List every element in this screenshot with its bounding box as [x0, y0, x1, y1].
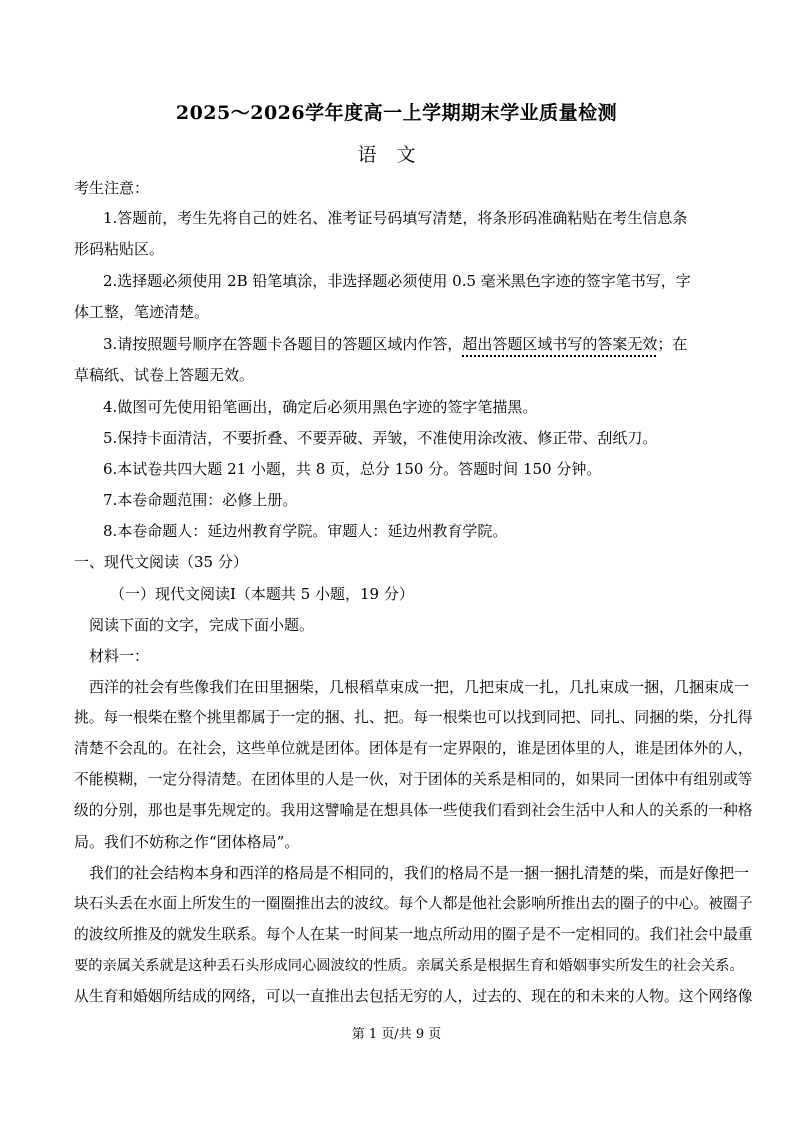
notice-item-1-cont: 形码粘贴区。 [74, 240, 165, 258]
notice-item-5: 5.保持卡面清洁，不要折叠、不要弄破、弄皱，不准使用涂改液、修正带、刮纸刀。 [103, 429, 658, 447]
notice-item-2-cont: 体工整，笔迹清楚。 [74, 303, 210, 321]
notice-item-7: 7.本卷命题范围：必修上册。 [103, 491, 298, 509]
paragraph-1-line: 局。我们不妨称之作“团体格局”。 [74, 833, 300, 851]
notice-item-3 [103, 334, 687, 354]
paragraph-1-line: 不能模糊，一定分得清楚。在团体里的人是一伙，对于团体的关系是相同的，如果同一团体中有组别或等 [74, 771, 753, 788]
notice-item-3-emphasis: 超出答题区域书写的答案无效 [462, 335, 658, 353]
paragraph-2-line: 块石头丢在水面上所发生的一圈圈推出去的波纹。每个人都是他社会影响所推出去的圈子的中心。被圈子 [74, 895, 753, 912]
notice-item-8: 8.本卷命题人：延边州教育学院。审题人：延边州教育学院。 [103, 522, 508, 540]
notice-item-3-part-c: ；在 [657, 335, 688, 353]
notice-item-3-part-a: 3.请按照题号顺序在答题卡各题目的答题区域内作答， [103, 335, 463, 353]
paragraph-2-line: 我们的社会结构本身和西洋的格局是不相同的，我们的格局不是一捆一捆扎清楚的柴，而是好像把一 [89, 864, 750, 882]
section-heading: 一、现代文阅读（35 分） [74, 553, 248, 571]
exam-title: 2025～2026学年度高一上学期期末学业质量检测 [175, 102, 618, 124]
notice-item-6: 6.本试卷共四大题 21 小题，共 8 页，总分 150 分。答题时间 150 分钟。 [103, 460, 602, 478]
notice-heading: 考生注意： [74, 179, 150, 197]
paragraph-1-line: 级的分别，那也是事先规定的。我用这譬喻是在想具体一些使我们看到社会生活中人和人的关系的一种格 [74, 802, 753, 819]
notice-item-2: 2.选择题必须使用 2B 铅笔填涂，非选择题必须使用 0.5 毫米黑色字迹的签字笔书写，字 [103, 272, 691, 290]
notice-item-3-cont: 草稿纸、试卷上答题无效。 [74, 366, 255, 384]
material-label: 材料一： [89, 647, 150, 665]
paragraph-1-line: 挑。每一根柴在整个挑里都属于一定的捆、扎、把。每一根柴也可以找到同把、同扎、同捆的柴，分扎得 [74, 709, 753, 726]
paragraph-1-line: 西洋的社会有些像我们在田里捆柴，几根稻草束成一把，几把束成一扎，几扎束成一捆，几捆束成一 [89, 678, 750, 696]
paragraph-2-line: 要的亲属关系就是这种丢石头形成同心圆波纹的性质。亲属关系是根据生育和婚姻事实所发生的社会关系。 [74, 958, 744, 974]
notice-item-4: 4.做图可先使用铅笔画出，确定后必须用黑色字迹的签字笔描黑。 [103, 398, 538, 416]
paragraph-2-line: 的波纹所推及的就发生联系。每个人在某一时间某一地点所动用的圈子是不一定相同的。我们社会中最重 [74, 926, 753, 943]
subject-heading: 语文 [357, 144, 436, 166]
paragraph-2-line: 从生育和婚姻所结成的网络，可以一直推出去包括无穷的人，过去的、现在的和未来的人物。这个网络像 [74, 988, 753, 1005]
subsection-heading: （一）现代文阅读Ⅰ（本题共 5 小题，19 分） [110, 585, 414, 603]
page-footer: 第 1 页/共 9 页 [351, 1027, 442, 1042]
instruction-text: 阅读下面的文字，完成下面小题。 [89, 616, 315, 634]
notice-item-1: 1.答题前，考生先将自己的姓名、准考证号码填写清楚，将条形码准确粘贴在考生信息条 [103, 209, 688, 227]
paragraph-1-line: 清楚不会乱的。在社会，这些单位就是团体。团体是有一定界限的，谁是团体里的人，谁是团体外的人， [74, 740, 753, 757]
